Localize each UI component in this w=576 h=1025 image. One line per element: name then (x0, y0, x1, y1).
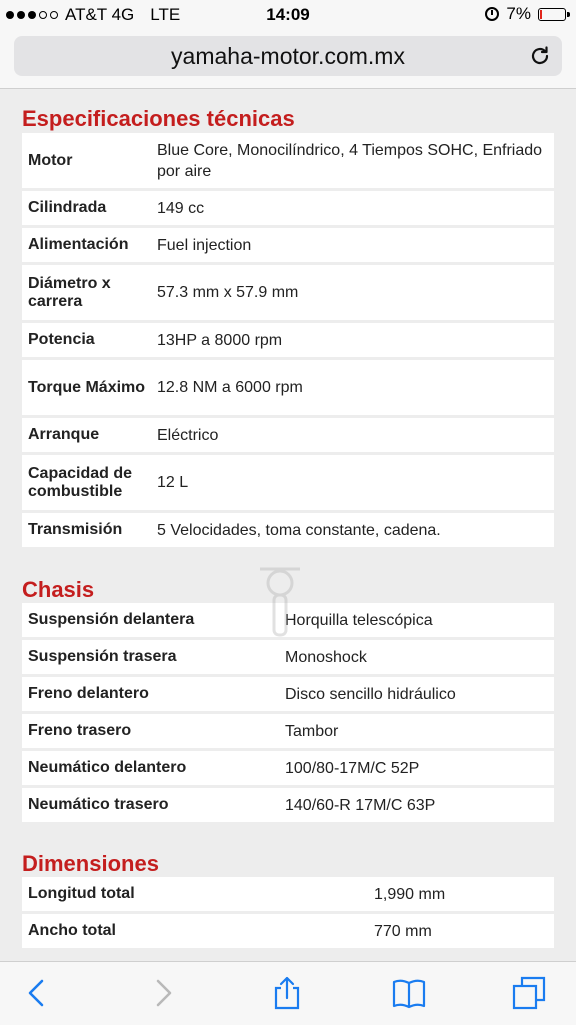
share-icon[interactable] (270, 976, 304, 1010)
browser-toolbar (0, 961, 576, 1025)
address-bar[interactable] (14, 36, 562, 76)
row-label: Freno delantero (28, 685, 149, 702)
dim-section-title: Dimensiones (22, 851, 159, 876)
chasis-table (22, 603, 554, 825)
row-value: 770 mm (374, 922, 432, 940)
row-label: Ancho total (28, 922, 116, 939)
row-label: Torque Máximo (28, 378, 146, 396)
row-value: Monoshock (285, 648, 367, 666)
row-label: Neumático trasero (28, 796, 169, 813)
row-label: Motor (28, 151, 73, 169)
row-label: Arranque (28, 426, 100, 443)
table-row (22, 323, 554, 360)
table-row (22, 360, 554, 418)
row-label: Freno trasero (28, 722, 132, 739)
row-label: Alimentación (28, 236, 129, 253)
row-value: 12 L (157, 474, 189, 491)
clock: 14:09 (266, 5, 310, 24)
forward-icon[interactable] (146, 976, 180, 1010)
back-icon[interactable] (20, 976, 54, 1010)
row-label: Longitud total (28, 885, 135, 902)
table-row (22, 191, 554, 228)
battery-fill (540, 10, 542, 19)
table-row (22, 714, 554, 751)
bookmarks-icon[interactable] (392, 976, 426, 1010)
status-bar (0, 0, 576, 30)
row-label: Diámetro x carrera (28, 274, 111, 310)
battery-percent: 7% (506, 4, 531, 23)
table-row (22, 877, 554, 914)
table-row (22, 513, 554, 550)
row-value: 13HP a 8000 rpm (157, 331, 283, 349)
row-value: 12.8 NM a 6000 rpm (157, 379, 303, 396)
alarm-icon (485, 7, 499, 21)
row-label: Suspensión trasera (28, 648, 177, 665)
row-value: 140/60-R 17M/C 63P (285, 796, 436, 814)
table-row (22, 788, 554, 825)
table-row (22, 914, 554, 951)
row-label: Neumático delantero (28, 759, 187, 776)
table-row (22, 751, 554, 788)
row-value: Eléctrico (157, 426, 219, 444)
row-label: Cilindrada (28, 199, 107, 216)
carrier-label: AT&T 4G (65, 5, 135, 24)
browser-address-area (0, 30, 576, 89)
table-row (22, 677, 554, 714)
reload-icon[interactable] (528, 44, 552, 68)
row-label: Transmisión (28, 521, 123, 538)
spec-table (22, 133, 554, 550)
row-label: Potencia (28, 331, 95, 348)
row-value: Fuel injection (157, 236, 252, 254)
network-label: LTE (150, 5, 181, 24)
row-value: 149 cc (157, 199, 205, 217)
row-value: Tambor (285, 722, 339, 740)
table-row (22, 228, 554, 265)
row-value: Horquilla telescópica (285, 611, 433, 629)
table-row (22, 418, 554, 455)
row-value: 5 Velocidades, toma constante, cadena. (157, 521, 441, 539)
row-label: Suspensión delantera (28, 611, 195, 628)
row-value: 57.3 mm x 57.9 mm (157, 284, 299, 301)
chasis-section-title: Chasis (22, 577, 95, 602)
dim-table (22, 877, 554, 951)
spec-section-title: Especificaciones técnicas (22, 106, 295, 131)
url-text: yamaha-motor.com.mx (171, 43, 405, 69)
table-row (22, 640, 554, 677)
row-value: Blue Core, Monocilíndrico, 4 Tiempos SOHC, Enfriado por aire (157, 141, 543, 180)
table-row (22, 603, 554, 640)
status-right (485, 4, 566, 24)
table-row (22, 133, 554, 191)
battery-icon (538, 8, 566, 21)
row-value: 1,990 mm (374, 885, 446, 903)
table-row (22, 265, 554, 323)
table-row (22, 455, 554, 513)
tabs-icon[interactable] (512, 976, 546, 1010)
page-content (0, 89, 576, 961)
row-label: Capacidad de combustible (28, 464, 133, 500)
row-value: Disco sencillo hidráulico (285, 685, 456, 703)
row-value: 100/80-17M/C 52P (285, 759, 420, 777)
